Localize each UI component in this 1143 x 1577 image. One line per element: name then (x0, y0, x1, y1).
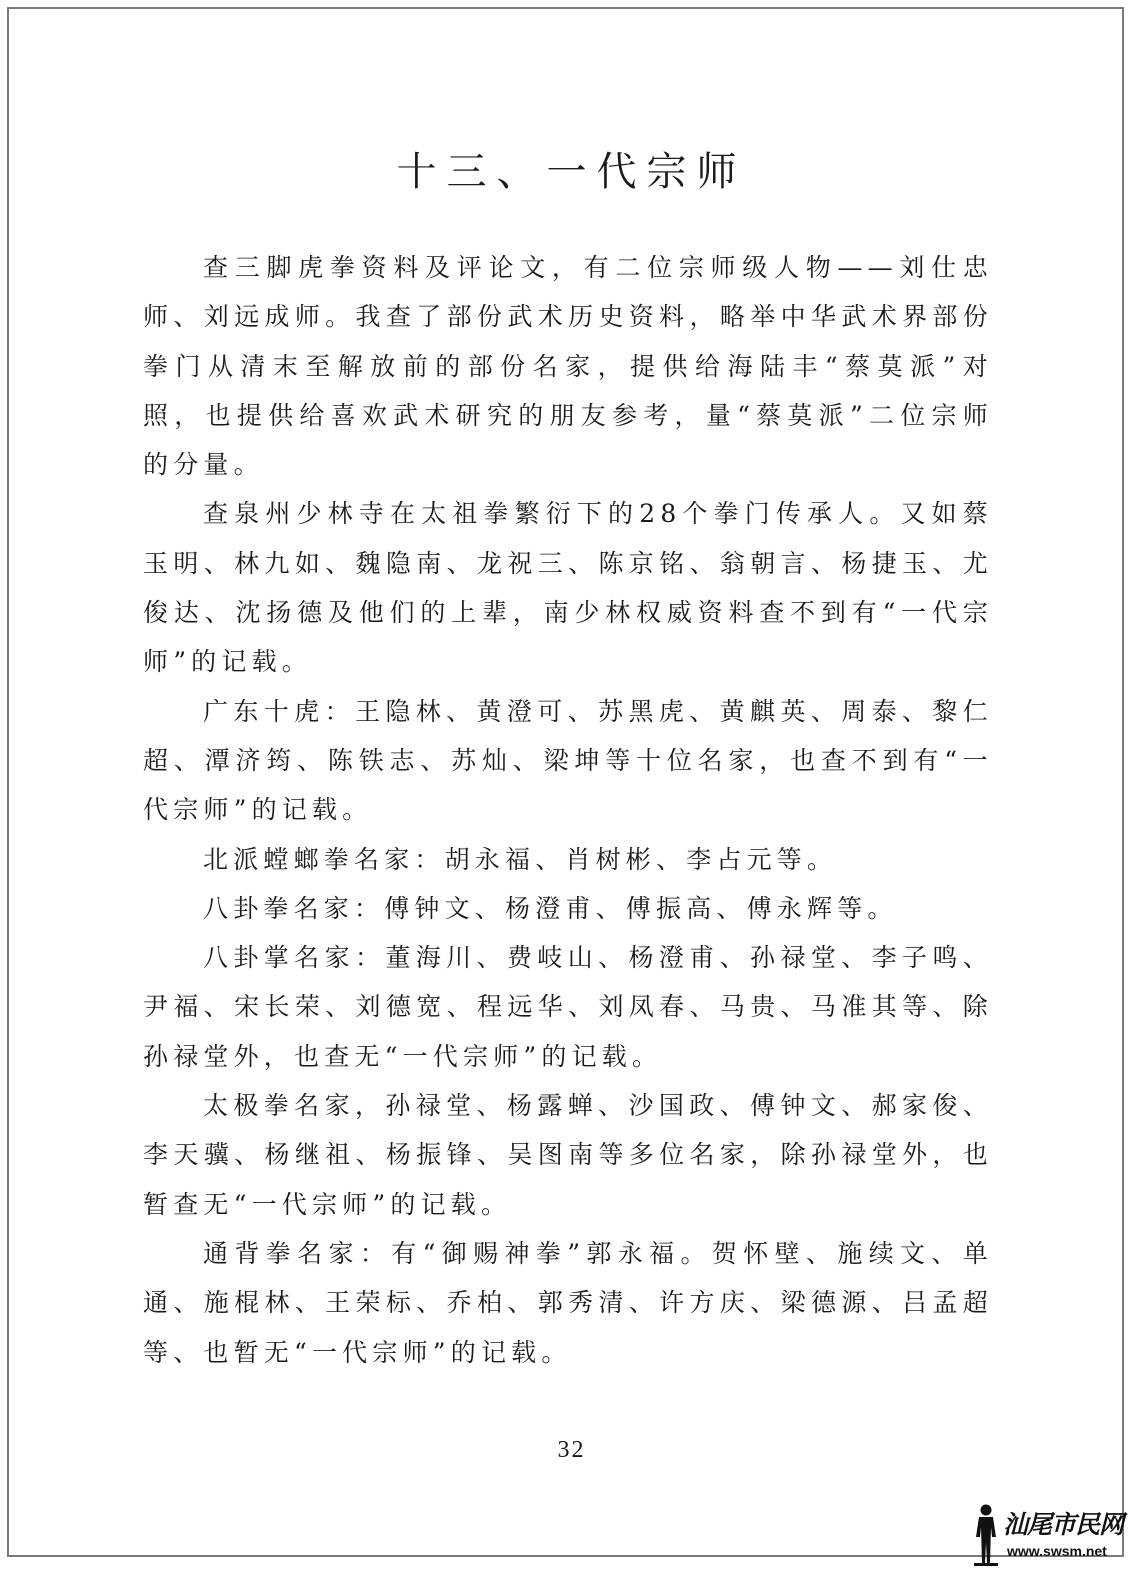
paragraph: 北派螳螂拳名家：胡永福、肖树彬、李占元等。 (203, 844, 838, 874)
watermark-site-name: 汕尾市民网 (1003, 1510, 1124, 1539)
watermark-url[interactable]: www.swsm.net (1007, 1543, 1107, 1559)
body-text (143, 243, 993, 1377)
page-number: 32 (557, 1437, 586, 1463)
site-watermark (969, 1499, 1129, 1569)
paragraph: 广东十虎：王隐林、黄澄可、苏黑虎、黄麒英、周泰、黎仁超、潭济筠、陈铁志、苏灿、梁坤等十位名家，也查不到有“一代宗师”的记载。 (143, 696, 993, 825)
paragraph: 通背拳名家：有“御赐神拳”郭永福。贺怀壁、施续文、单通、施棍林、王荣标、乔柏、郭秀清、许方庆、梁德源、吕孟超等、也暂无“一代宗师”的记载。 (143, 1238, 993, 1367)
paragraph: 查三脚虎拳资料及评论文，有二位宗师级人物——刘仕忠师、刘远成师。我查了部份武术历史资料，略举中华武术界部份拳门从清末至解放前的部份名家，提供给海陆丰“蔡莫派”对照，也提供给喜欢武术研究的朋友参考，量“蔡莫派”二位宗师的分量。 (143, 253, 993, 480)
page-title: 十三、一代宗师 (396, 149, 747, 195)
paragraph: 太极拳名家，孙禄堂、杨露蝉、沙国政、傅钟文、郝家俊、李天骥、杨继祖、杨振锋、吴图南等多位名家，除孙禄堂外，也暂查无“一代宗师”的记载。 (143, 1091, 993, 1219)
standing-figure-icon (971, 1503, 1001, 1567)
paragraph: 查泉州少林寺在太祖拳繁衍下的28个拳门传承人。又如蔡玉明、林九如、魏隐南、龙祝三、陈京铭、翁朝言、杨捷玉、尤俊达、沈扬德及他们的上辈，南少林权威资料查不到有“一代宗师”的记载。 (143, 499, 993, 677)
paragraph: 八卦掌名家：董海川、费岐山、杨澄甫、孙禄堂、李子鸣、尹福、宋长荣、刘德宽、程远华、刘凤春、马贵、马准其等、除孙禄堂外，也查无“一代宗师”的记载。 (143, 943, 993, 1071)
paragraph: 八卦拳名家：傅钟文、杨澄甫、傅振高、傅永辉等。 (203, 893, 898, 923)
